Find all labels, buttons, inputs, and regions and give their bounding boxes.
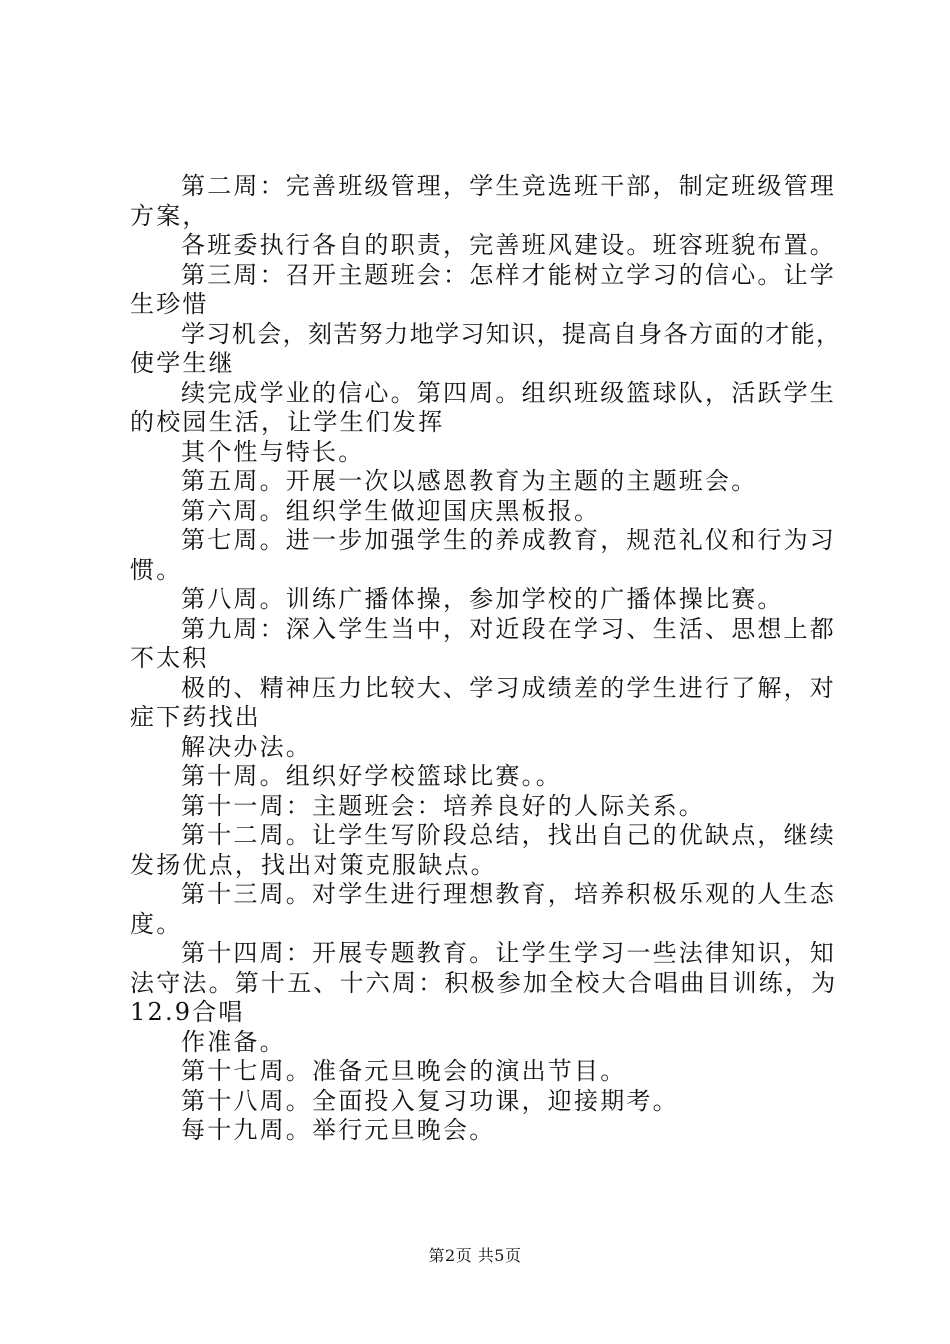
text-line: 第十七周。准备元旦晚会的演出节目。	[181, 1057, 627, 1085]
page-number-label: 第2页 共5页	[428, 1246, 522, 1265]
text-line: 第二周：完善班级管理，学生竞选班干部，制定班级管理	[181, 172, 836, 200]
text-line: 12.9合唱	[130, 998, 245, 1026]
text-line: 发扬优点，找出对策克服缺点。	[130, 850, 497, 879]
text-line: 第十周。组织好学校篮球比赛。。	[181, 762, 562, 790]
text-line: 第十八周。全面投入复习功课，迎接期考。	[181, 1086, 679, 1115]
text-line: 第十四周：开展专题教育。让学生学习一些法律知识，知	[181, 939, 836, 967]
text-line: 的校园生活，让学生们发挥	[130, 408, 445, 436]
text-line: 症下药找出	[130, 703, 261, 731]
text-line: 不太积	[130, 644, 209, 672]
text-line: 第五周。开展一次以感恩教育为主题的主题班会。	[181, 467, 758, 495]
text-line: 第十二周。让学生写阶段总结，找出自己的优缺点，继续	[181, 821, 836, 849]
text-line: 各班委执行各自的职责，完善班风建设。班容班貌布置。	[181, 231, 836, 259]
text-line: 第六周。组织学生做迎国庆黑板报。	[181, 496, 601, 525]
text-line: 极的、精神压力比较大、学习成绩差的学生进行了解，对	[181, 673, 836, 702]
text-line: 第八周。训练广播体操，参加学校的广播体操比赛。	[181, 585, 784, 613]
text-line: 续完成学业的信心。第四周。组织班级篮球队，活跃学生	[181, 378, 836, 407]
document-body	[130, 172, 840, 1146]
page-footer	[0, 1243, 950, 1266]
text-line: 第十一周：主题班会：培养良好的人际关系。	[181, 791, 705, 820]
text-line: 第九周：深入学生当中，对近段在学习、生活、思想上都	[181, 614, 836, 643]
text-line: 解决办法。	[181, 732, 312, 761]
text-line: 学习机会，刻苦努力地学习知识，提高自身各方面的才能，	[181, 319, 842, 348]
text-line: 方案，	[130, 201, 209, 230]
text-line: 第十三周。对学生进行理想教育，培养积极乐观的人生态	[181, 880, 836, 908]
text-line: 使学生继	[130, 349, 235, 377]
text-line: 度。	[130, 909, 183, 938]
text-line: 其个性与特长。	[181, 437, 365, 466]
text-line: 作准备。	[181, 1027, 286, 1056]
text-line: 每十九周。举行元旦晚会。	[181, 1116, 496, 1144]
text-line: 法守法。第十五、十六周：积极参加全校大合唱曲目训练，为	[130, 968, 838, 997]
text-line: 第三周：召开主题班会：怎样才能树立学习的信心。让学	[181, 260, 836, 289]
text-line: 第七周。进一步加强学生的养成教育，规范礼仪和行为习	[181, 526, 836, 554]
text-line: 生珍惜	[130, 290, 209, 318]
text-line: 惯。	[130, 555, 183, 584]
